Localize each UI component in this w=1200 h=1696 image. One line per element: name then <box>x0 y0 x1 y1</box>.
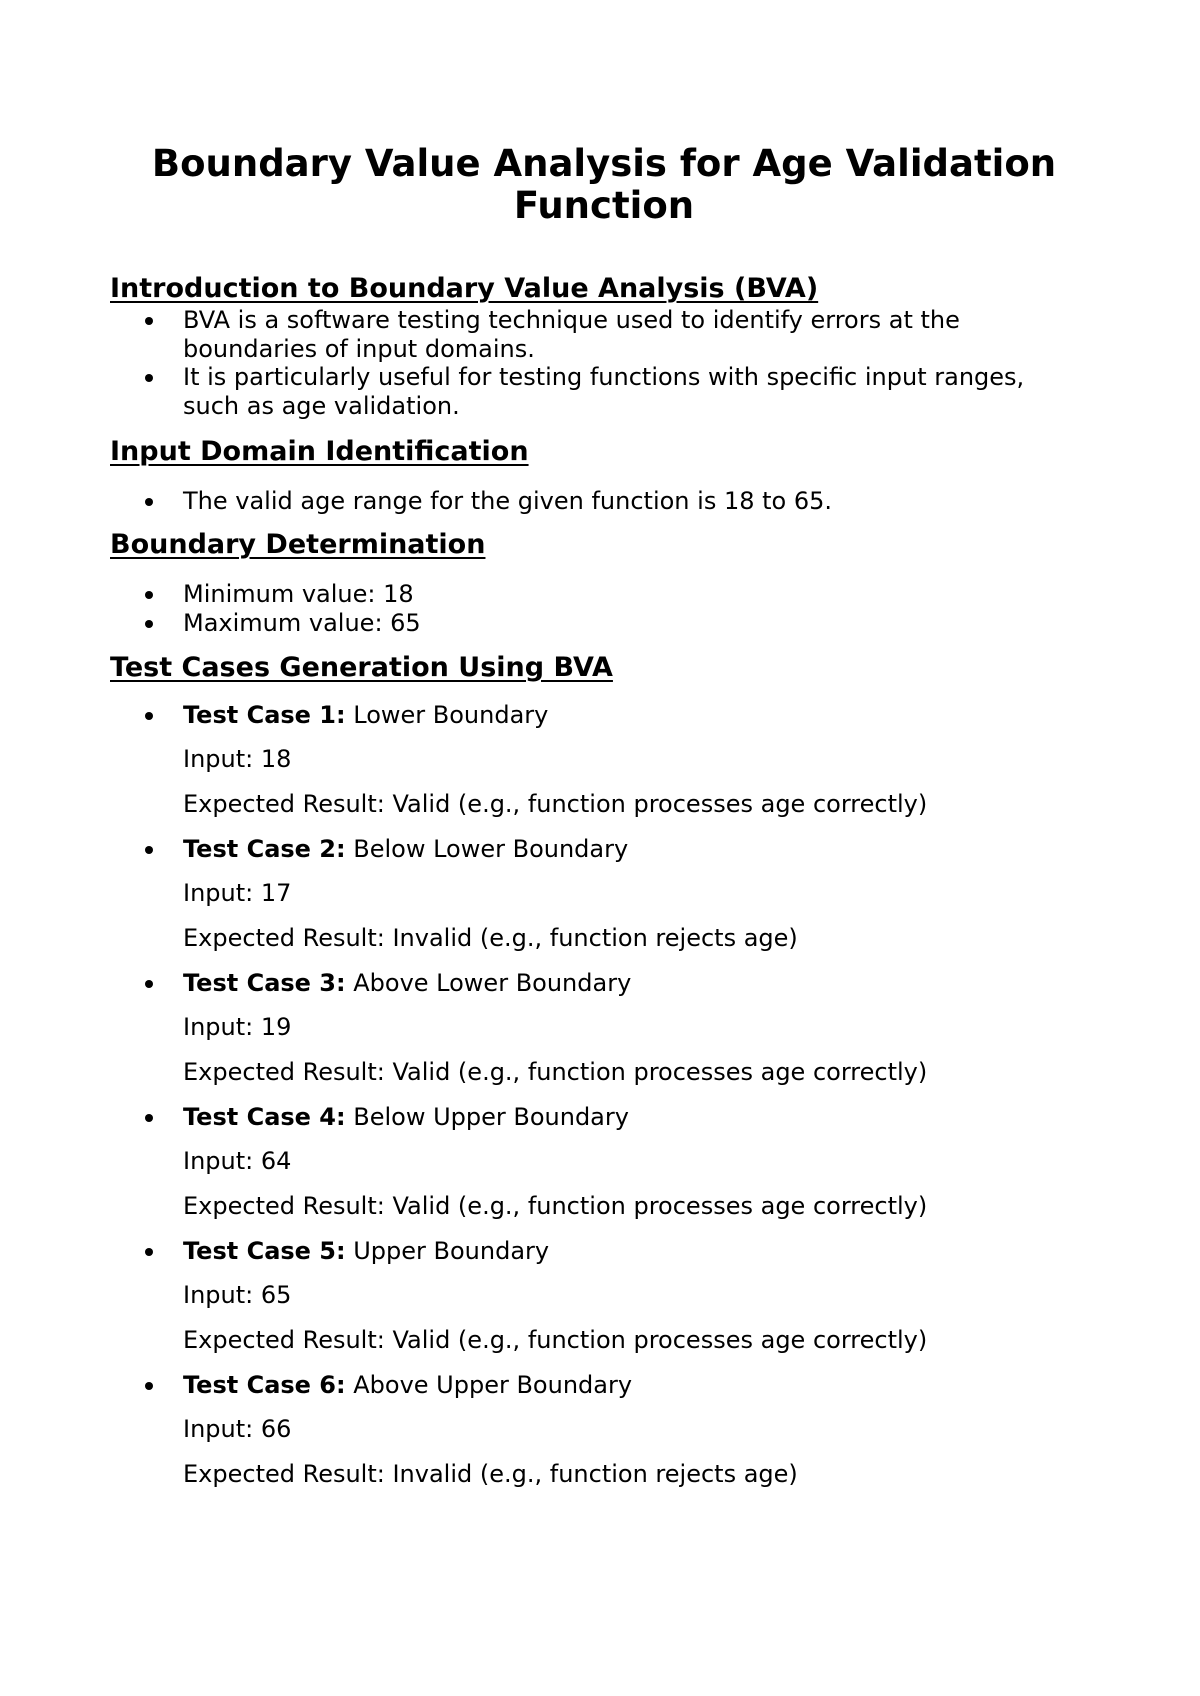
list-item <box>0 306 1053 363</box>
list-item <box>0 609 1053 638</box>
test-case-expected: Expected Result: Valid (e.g., function processes age correctly) <box>183 1326 928 1354</box>
test-case-item <box>0 968 1200 1102</box>
bullet-icon <box>145 1248 153 1256</box>
test-case-item <box>0 1102 1200 1236</box>
test-case-input: Input: 17 <box>183 879 292 907</box>
test-case-list <box>0 700 1200 1504</box>
test-case-name: Below Upper Boundary <box>345 1103 629 1131</box>
test-case-input: Input: 65 <box>183 1281 292 1309</box>
bullet-icon <box>145 498 153 506</box>
test-case-name: Upper Boundary <box>345 1237 550 1265</box>
document-title: Boundary Value Analysis for Age Validation Function <box>151 142 1057 227</box>
bullet-icon <box>145 317 153 325</box>
bullet-icon <box>145 712 153 720</box>
test-case-title <box>183 834 628 864</box>
heading-boundary-determination: Boundary Determination <box>110 529 486 560</box>
intro-bullet-list <box>0 306 1200 420</box>
test-case-item <box>0 1370 1200 1504</box>
test-case-title <box>183 968 631 998</box>
list-item <box>0 363 1053 420</box>
heading-input-domain: Input Domain Identification <box>110 436 529 467</box>
test-case-item <box>0 1236 1200 1370</box>
test-case-expected: Expected Result: Valid (e.g., function processes age correctly) <box>183 1192 928 1220</box>
bullet-icon <box>145 980 153 988</box>
test-case-label: Test Case 6: <box>183 1371 346 1399</box>
heading-test-cases: Test Cases Generation Using BVA <box>110 652 613 683</box>
test-case-title <box>183 1236 549 1266</box>
test-case-input: Input: 66 <box>183 1415 292 1443</box>
test-case-title <box>183 1370 632 1400</box>
test-case-label: Test Case 4: <box>183 1103 346 1131</box>
test-case-item <box>0 700 1200 834</box>
bullet-text: The valid age range for the given function is 18 to 65. <box>183 487 833 515</box>
test-case-name: Below Lower Boundary <box>345 835 629 863</box>
test-case-expected: Expected Result: Valid (e.g., function processes age correctly) <box>183 1058 928 1086</box>
test-case-name: Lower Boundary <box>345 701 549 729</box>
heading-introduction: Introduction to Boundary Value Analysis (BVA) <box>110 273 819 304</box>
bullet-text: Minimum value: 18 <box>183 580 414 608</box>
test-case-title <box>183 1102 629 1132</box>
test-case-label: Test Case 3: <box>183 969 346 997</box>
test-case-title <box>183 700 548 730</box>
list-item <box>0 487 1053 516</box>
bullet-icon <box>145 620 153 628</box>
test-case-name: Above Upper Boundary <box>345 1371 633 1399</box>
bullet-icon <box>145 1382 153 1390</box>
list-item <box>0 580 1053 609</box>
test-case-input: Input: 19 <box>183 1013 292 1041</box>
test-case-input: Input: 18 <box>183 745 292 773</box>
input-domain-bullet-list <box>0 487 1200 516</box>
bullet-icon <box>145 591 153 599</box>
test-case-expected: Expected Result: Invalid (e.g., function rejects age) <box>183 1460 798 1488</box>
test-case-label: Test Case 1: <box>183 701 346 729</box>
bullet-text: Maximum value: 65 <box>183 608 421 637</box>
test-case-expected: Expected Result: Valid (e.g., function processes age correctly) <box>183 790 928 818</box>
bullet-text: It is particularly useful for testing functions with specific input ranges, such as age validation. <box>183 363 1025 420</box>
test-case-expected: Expected Result: Invalid (e.g., function rejects age) <box>183 924 798 952</box>
boundary-bullet-list <box>0 580 1200 637</box>
bullet-text: BVA is a software testing technique used to identify errors at the boundaries of input domains. <box>183 306 960 363</box>
test-case-name: Above Lower Boundary <box>345 969 632 997</box>
bullet-icon <box>145 374 153 382</box>
test-case-label: Test Case 2: <box>183 835 346 863</box>
test-case-input: Input: 64 <box>183 1147 292 1175</box>
test-case-label: Test Case 5: <box>183 1237 346 1265</box>
bullet-icon <box>145 1114 153 1122</box>
bullet-icon <box>145 846 153 854</box>
test-case-item <box>0 834 1200 968</box>
